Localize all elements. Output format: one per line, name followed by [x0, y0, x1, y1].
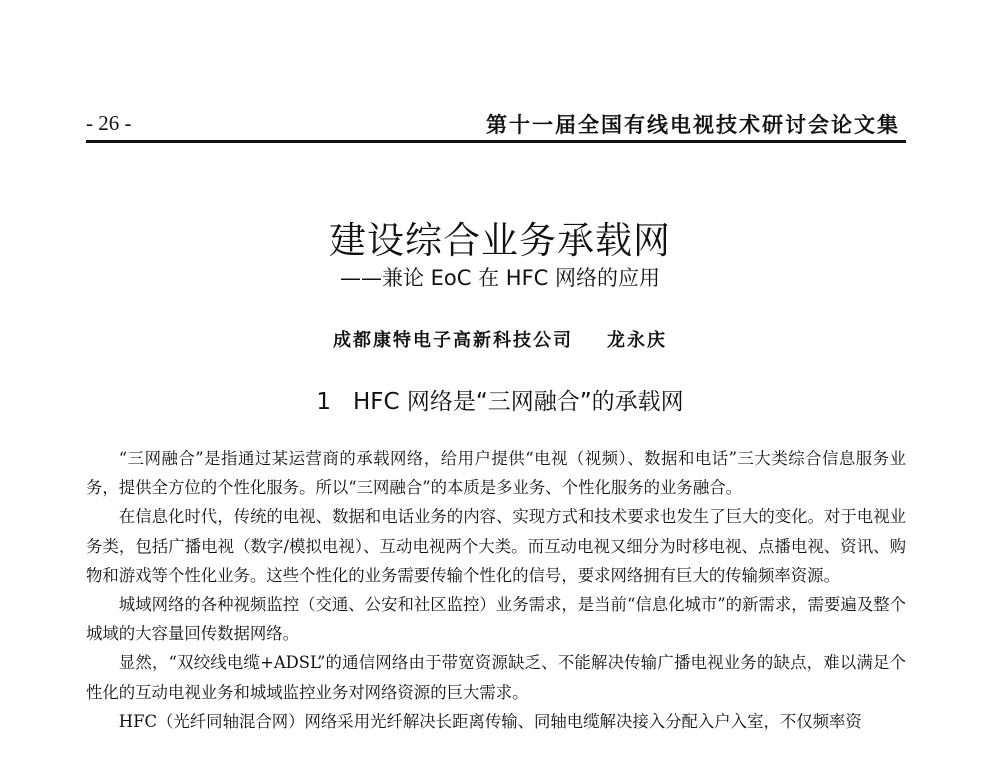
header-rule — [86, 140, 906, 143]
section-title: HFC 网络是“三网融合”的承载网 — [352, 389, 684, 415]
paragraph: 城域网络的各种视频监控（交通、公安和社区监控）业务需求，是当前“信息化城市”的新需求，需要遍及整个城域的大容量回传数据网络。 — [86, 595, 906, 644]
section-number: 1 — [316, 389, 331, 415]
article-subtitle: ——兼论 EoC 在 HFC 网络的应用 — [339, 266, 660, 290]
paragraph: “三网融合”是指通过某运营商的承载网络，给用户提供“电视（视频）、数据和电话”三大类综合信息服务业务，提供全方位的个性化服务。所以“三网融合”的本质是多业务、个性化服务的业务融合。 — [86, 449, 906, 498]
paragraph: HFC（光纤同轴混合网）网络采用光纤解决长距离传输、同轴电缆解决接入分配入户入室，不仅频率资 — [118, 711, 862, 731]
byline — [0, 326, 1000, 352]
paragraph: 在信息化时代，传统的电视、数据和电话业务的内容、实现方式和技术要求也发生了巨大的变化。对于电视业务类，包括广播电视（数字/模拟电视）、互动电视两个大类。而互动电视又细分为时移电视、点播电视、资讯、购物和游戏等个性化业务。这些个性化的业务需要传输个性化的信号，要求网络拥有巨大的传输频率资源。 — [86, 507, 906, 585]
affiliation: 成都康特电子高新科技公司 — [333, 330, 573, 351]
paragraph: 显然，“双绞线电缆+ADSL”的通信网络由于带宽资源缺乏、不能解决传输广播电视业务的缺点，难以满足个性化的互动电视业务和城域监控业务对网络资源的巨大需求。 — [86, 653, 906, 702]
article-title: 建设综合业务承载网 — [329, 219, 671, 262]
running-head-title: 第十一届全国有线电视技术研讨会论文集 — [486, 112, 900, 137]
section-heading — [0, 383, 1000, 416]
body-text — [86, 444, 906, 736]
author: 龙永庆 — [607, 330, 667, 351]
page-number: - 26 - — [86, 111, 132, 135]
